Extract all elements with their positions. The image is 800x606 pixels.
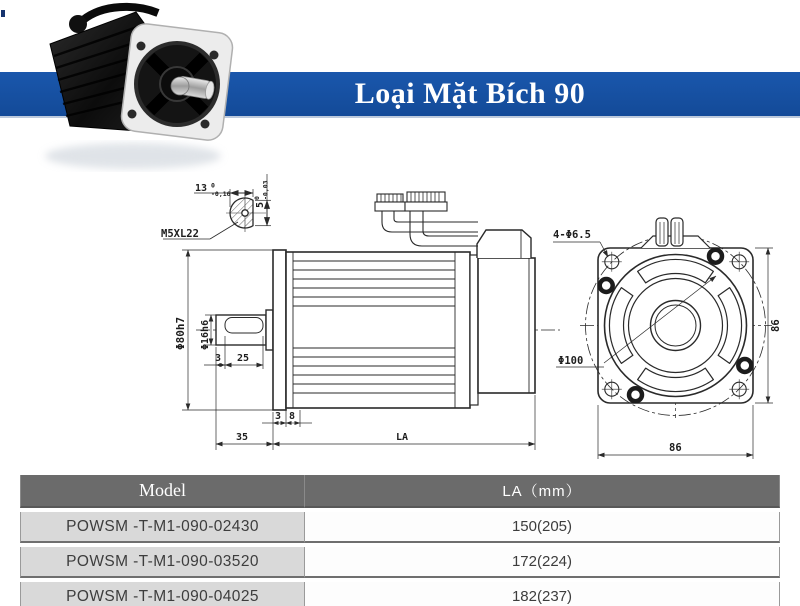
- model-cell: POWSM -T-M1-090-04025: [20, 582, 305, 606]
- page-title: Loại Mặt Bích 90: [354, 77, 586, 110]
- key-offset-label: 3: [215, 353, 222, 364]
- bolt-circle-label: Φ100: [558, 355, 584, 367]
- flange-thickness-label: 3: [275, 411, 282, 422]
- shaft-diameter-label: Φ16h6: [200, 319, 211, 350]
- shaft-protrusion-label: 35: [236, 432, 249, 443]
- step-length-label: 8: [289, 411, 296, 422]
- cable-gland: [69, 15, 87, 33]
- spec-table: [20, 471, 780, 606]
- model-cell: POWSM -T-M1-090-02430: [20, 512, 305, 543]
- detail-dim-5: 5: [255, 201, 266, 208]
- table-header-row: [20, 475, 780, 508]
- flange-diameter-label: Φ80h7: [174, 316, 187, 350]
- detail-dim-13: 13: [195, 183, 208, 194]
- la-cell: 172(224): [305, 547, 780, 578]
- table-row: [20, 512, 780, 543]
- detail-dim-5-tol-lower: -0,03: [261, 180, 270, 200]
- front-connectors: [641, 218, 710, 248]
- front-height-label: 86: [770, 319, 782, 332]
- connector-wires: [382, 211, 478, 246]
- la-cell: 150(205): [305, 512, 780, 543]
- model-cell: POWSM -T-M1-090-03520: [20, 547, 305, 578]
- detail-dim-13-tol-lower: -0,16: [211, 190, 231, 198]
- front-view: [553, 218, 773, 459]
- table-row: [20, 547, 780, 578]
- connector-plugs: [375, 192, 447, 211]
- side-view: [182, 192, 560, 450]
- detail-dim-13-tol-upper: 0: [211, 181, 215, 190]
- key-length-label: 25: [237, 353, 250, 364]
- front-width-label: 86: [669, 442, 682, 454]
- table-row: [20, 582, 780, 606]
- technical-drawing: [0, 160, 800, 465]
- product-photo: [28, 0, 238, 172]
- column-header-la: LA（mm）: [305, 475, 780, 508]
- column-header-model: Model: [20, 475, 305, 508]
- corner-artifact: [1, 10, 5, 17]
- body-length-label: LA: [396, 432, 409, 443]
- holes-label: 4-Φ6.5: [553, 229, 591, 241]
- thread-label: M5XL22: [161, 228, 199, 240]
- la-cell: 182(237): [305, 582, 780, 606]
- shaft-root: [171, 77, 189, 95]
- detail-dim-5-tol-upper: 0: [253, 196, 261, 200]
